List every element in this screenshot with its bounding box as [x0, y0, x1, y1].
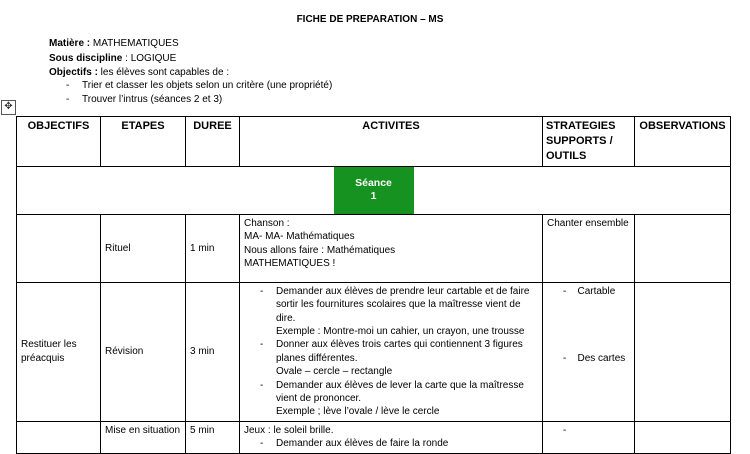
activites-cell	[240, 282, 543, 421]
table-row	[17, 421, 731, 453]
activity-text: Donner aux élèves trois cartes qui contiennent 3 figures planes différentes.	[276, 339, 523, 364]
activity-list	[244, 437, 538, 450]
strategie-text: Cartable	[577, 285, 616, 297]
strategie-item	[547, 285, 630, 298]
header-observations: OBSERVATIONS	[635, 117, 731, 167]
bullet-dash: -	[260, 339, 264, 351]
header-activites: ACTIVITES	[240, 117, 543, 167]
activity-line: MATHEMATIQUES !	[244, 258, 336, 270]
activity-example: Exemple : Montre-moi un cahier, un crayon, une trousse	[276, 326, 525, 338]
objectif-cell: Restituer les préacquis	[17, 282, 101, 421]
preparation-table	[16, 116, 731, 454]
activity-line: Chanson :	[244, 217, 290, 229]
sous-discipline-label: Sous discipline	[49, 52, 123, 64]
objectifs-label: Objectifs :	[49, 67, 98, 78]
table-row	[17, 214, 731, 282]
observation-cell	[635, 282, 731, 421]
activity-list	[244, 379, 538, 406]
table-row	[17, 282, 731, 421]
activity-example: Exemple ; lève l’ovale / lève le cercle	[276, 406, 440, 418]
bullet-dash: -	[260, 285, 264, 297]
activity-text: Demander aux élèves de faire la ronde	[276, 438, 449, 450]
activity-line: Nous allons faire : Mathématiques	[244, 244, 396, 256]
observation-cell	[635, 214, 731, 282]
objectif-cell	[17, 214, 101, 282]
table-move-icon[interactable]: ✥	[1, 100, 16, 115]
bullet-dash: -	[563, 353, 567, 365]
etape-cell: Mise en situation	[101, 421, 186, 453]
header-objectifs: OBJECTIFS	[17, 117, 101, 167]
bullet-text: Trier et classer les objets selon un critère (une propriété)	[82, 80, 333, 91]
activity-list	[244, 285, 538, 325]
etape-cell: Rituel	[101, 214, 186, 282]
list-item	[244, 437, 538, 450]
etape-cell: Révision	[101, 282, 186, 421]
strategie-cell: Chanter ensemble	[543, 214, 635, 282]
strategie-item: -	[563, 424, 567, 436]
list-item	[244, 338, 538, 365]
sous-discipline-value: : LOGIQUE	[122, 52, 177, 64]
header-duree: DUREE	[186, 117, 240, 167]
activity-text: Demander aux élèves de prendre leur cartable et de faire sortir les fournitures scolaires que la maîtresse vient de dire.	[276, 285, 530, 324]
duree-cell: 5 min	[186, 421, 240, 453]
strategie-cell	[543, 282, 635, 421]
observation-cell	[635, 421, 731, 453]
bullet-dash: -	[563, 285, 567, 297]
activity-example: Ovale – cercle – rectangle	[276, 366, 393, 378]
strategie-item	[547, 352, 630, 365]
objectifs-line	[49, 66, 229, 81]
bullet-dash: -	[66, 80, 70, 91]
header-etapes: ETAPES	[101, 117, 186, 167]
activity-line: Jeux : le soleil brille.	[244, 424, 334, 436]
header-strategies: STRATEGIES SUPPORTS / OUTILS	[543, 117, 635, 167]
duree-cell: 3 min	[186, 282, 240, 421]
objectif-cell	[17, 421, 101, 453]
activites-cell	[240, 214, 543, 282]
activity-text: Demander aux élèves de lever la carte que la maîtresse vient de prononcer.	[276, 379, 524, 405]
activity-list	[244, 338, 538, 365]
seance-badge: Séance 1	[334, 167, 414, 214]
matiere-line	[49, 37, 229, 52]
list-item	[244, 379, 538, 406]
matiere-label: Matière :	[49, 38, 91, 49]
activity-line: MA- MA- Mathématiques	[244, 231, 355, 243]
header-row	[17, 117, 731, 167]
matiere-value: MATHEMATIQUES	[90, 38, 179, 49]
activites-cell	[240, 421, 543, 453]
bullet-dash: -	[260, 438, 264, 450]
objective-bullet	[66, 80, 332, 91]
seance-row	[17, 167, 731, 215]
seance-cell	[17, 167, 731, 215]
meta-block	[49, 37, 229, 81]
objectifs-value: les élèves sont capables de :	[97, 67, 230, 78]
strategie-text: Des cartes	[577, 353, 626, 365]
bullet-dash: -	[66, 94, 70, 105]
sous-discipline-line	[49, 52, 229, 67]
objective-bullet	[66, 94, 222, 105]
page-title: FICHE DE PREPARATION – MS	[296, 14, 444, 25]
duree-cell: 1 min	[186, 214, 240, 282]
strategie-cell	[543, 421, 635, 453]
list-item	[244, 285, 538, 325]
bullet-dash: -	[260, 379, 264, 391]
bullet-text: Trouver l’intrus (séances 2 et 3)	[82, 94, 223, 105]
